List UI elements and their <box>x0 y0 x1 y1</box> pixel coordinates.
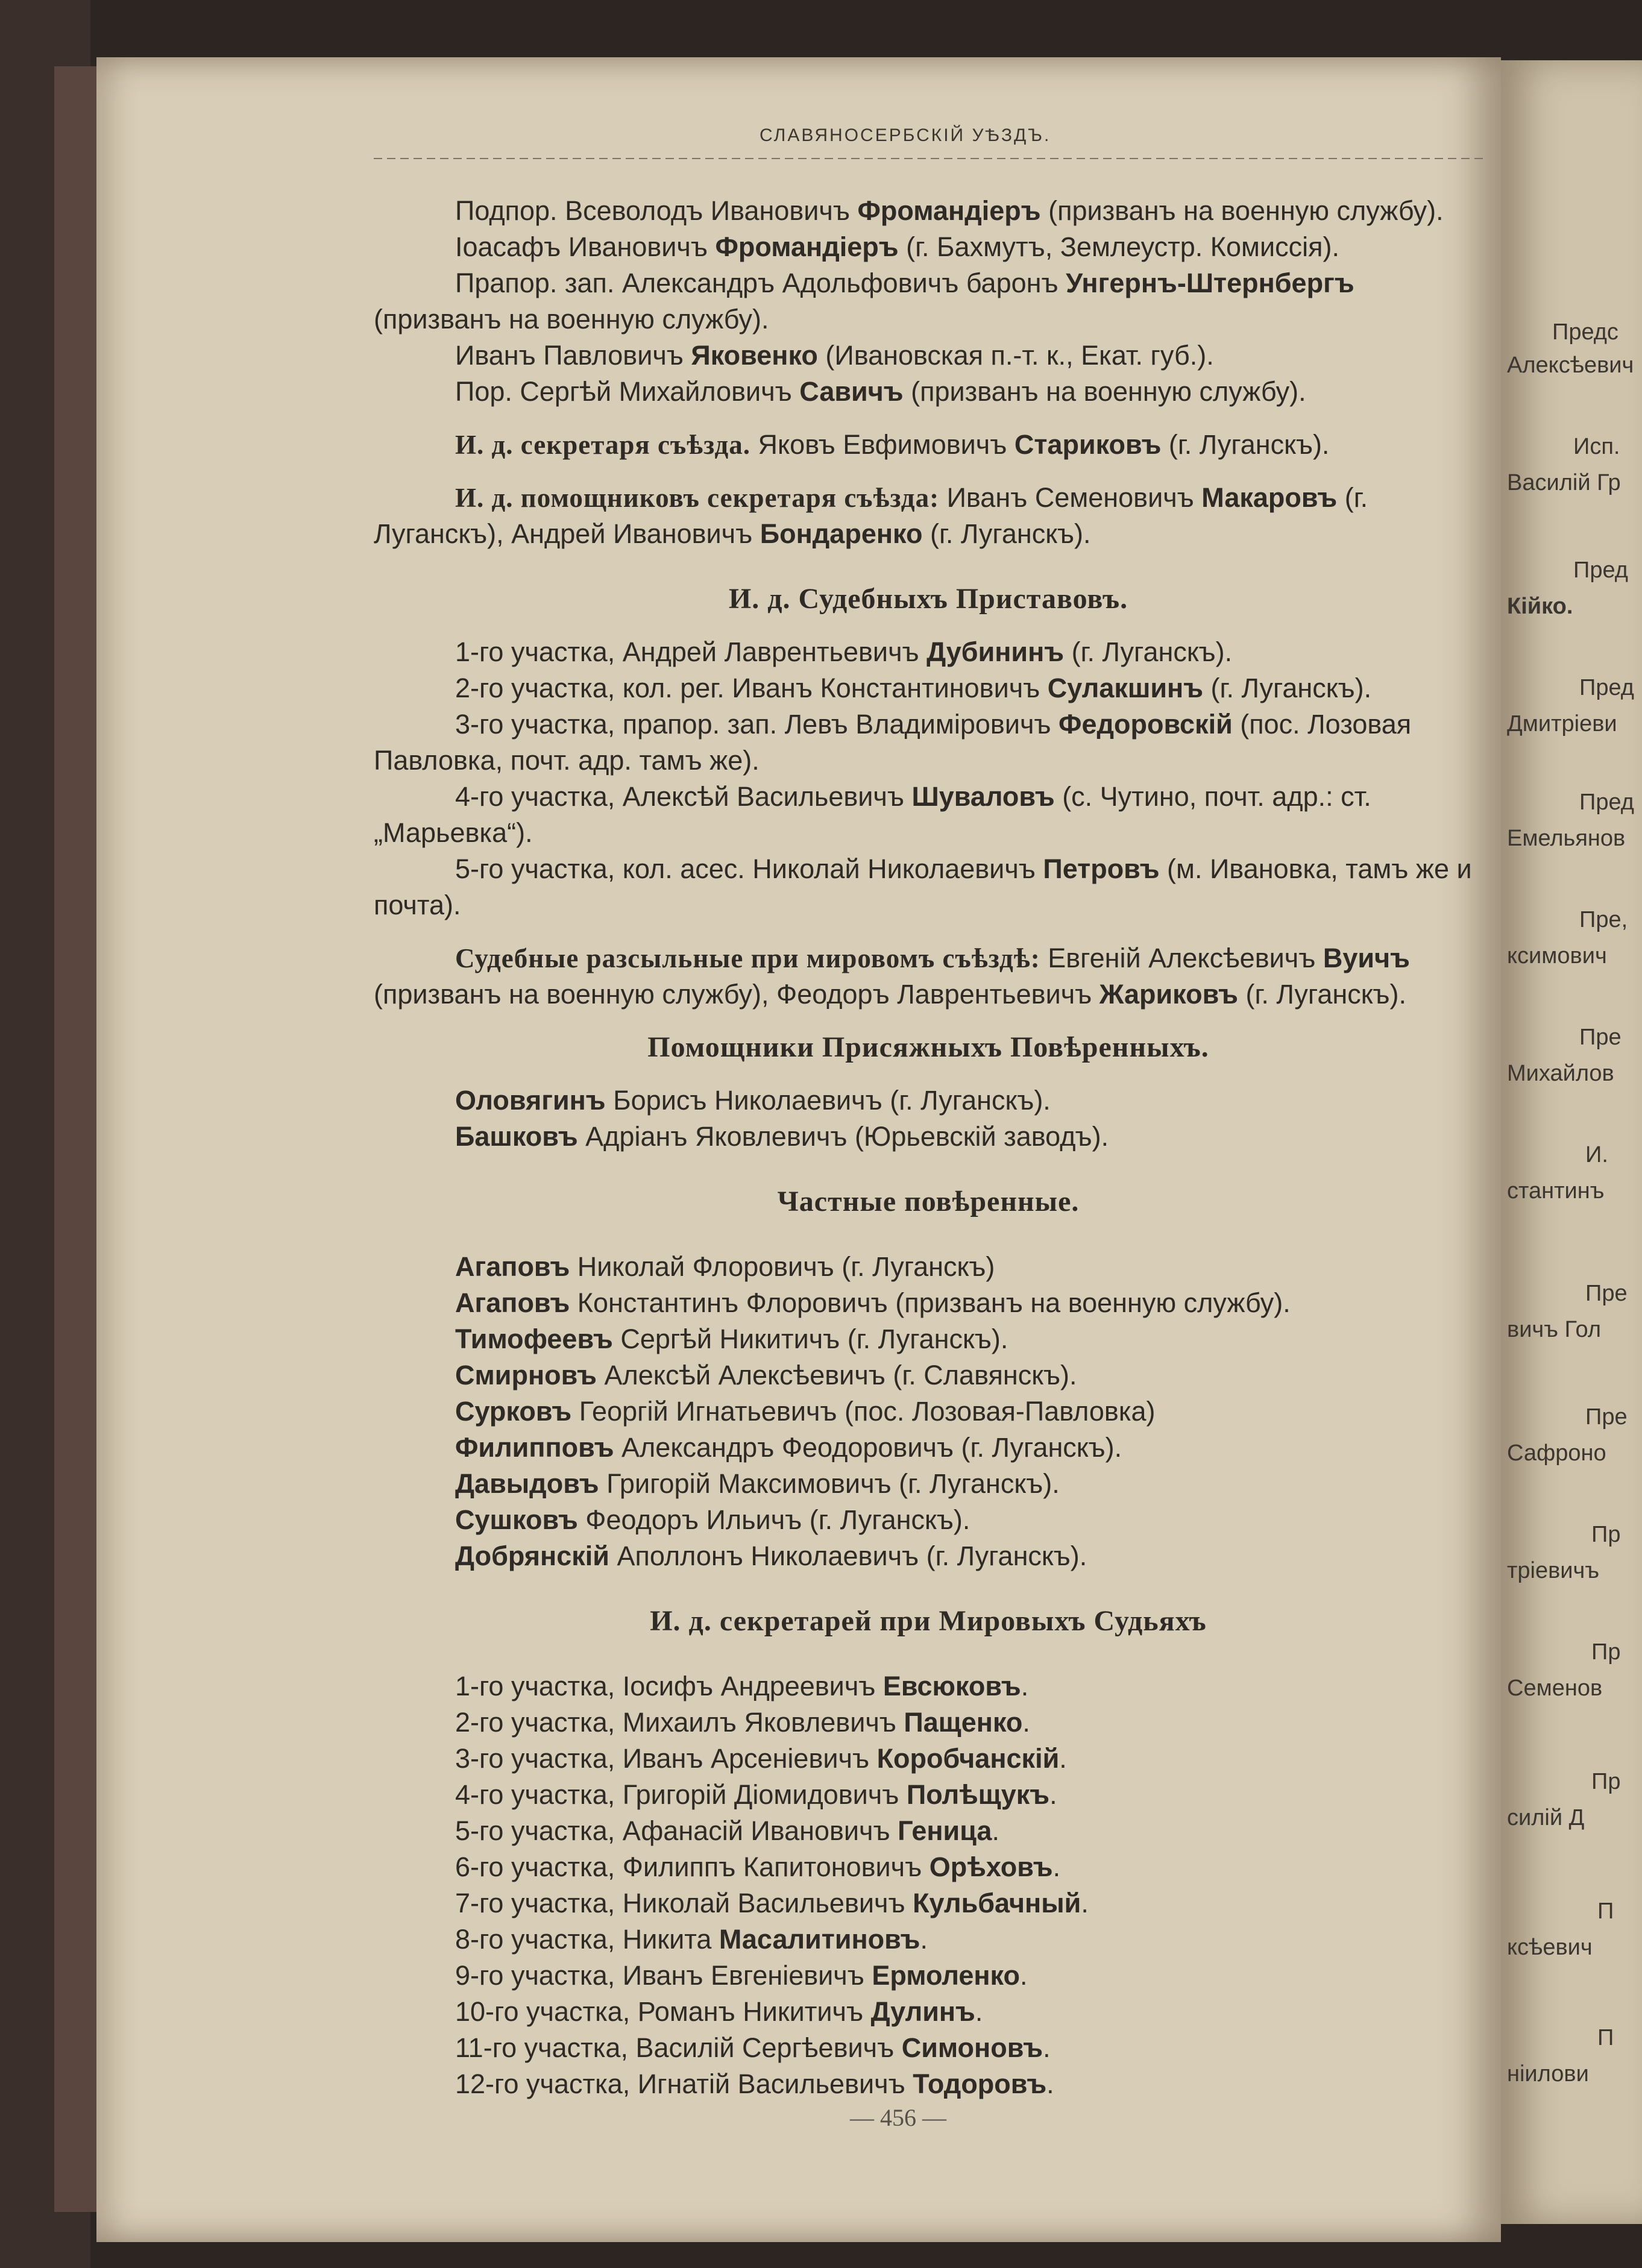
private-attorney-entry: Сушковъ Феодоръ Ильичъ (г. Луганскъ). <box>455 1504 970 1535</box>
right-page-fragment: вичъ Гол <box>1507 1317 1602 1342</box>
right-page-fragment: Пре <box>1579 1025 1622 1050</box>
private-attorney-entry: Филипповъ Александръ Феодоровичъ (г. Луганскъ). <box>455 1432 1122 1463</box>
private-attorney-entry: Смирновъ Алексѣй Алексѣевичъ (г. Славянскъ). <box>455 1360 1077 1390</box>
right-page-fragment: Пре, <box>1579 907 1628 932</box>
right-page-fragment: Пред <box>1573 558 1628 583</box>
secretary-entry: И. д. секретаря съѣзда. Яковъ Евфимовичъ Стариковъ (г. Луганскъ). <box>455 429 1330 460</box>
private-attorney-entry: Агаповъ Николай Флоровичъ (г. Луганскъ) <box>455 1251 995 1282</box>
bailiff-entry-3: 3-го участка, прапор. зап. Левъ Владиміровичъ Федоровскій (пос. Лозовая Павловка, почт. адр. тамъ же). <box>374 709 1412 776</box>
bailiff-entry-2: 2-го участка, кол. рег. Иванъ Константиновичъ Сулакшинъ (г. Луганскъ). <box>455 673 1372 703</box>
right-page-fragment: Пре <box>1585 1281 1628 1306</box>
section-title-private-attorneys: Частные повѣренные. <box>777 1186 1080 1217</box>
right-page-fragment: Сафроно <box>1507 1440 1606 1466</box>
intro-entry-3: Прапор. зап. Александръ Адольфовичъ баронъ Унгернъ-Штернбергъ (призванъ на военную службу). <box>374 268 1354 335</box>
private-attorney-entry: Добрянскій Аполлонъ Николаевичъ (г. Луганскъ). <box>455 1541 1087 1571</box>
right-page-fragment: ксѣевич <box>1507 1935 1593 1960</box>
right-page-fragment: стантинъ <box>1507 1178 1605 1204</box>
private-attorney-entry: Давыдовъ Григорій Максимовичъ (г. Луганскъ). <box>455 1468 1060 1499</box>
private-attorney-entry: Тимофеевъ Сергѣй Никитичъ (г. Луганскъ). <box>455 1324 1008 1354</box>
right-page-fragment: ксимович <box>1507 943 1607 969</box>
private-attorney-entry: Агаповъ Константинъ Флоровичъ (призванъ на военную службу). <box>455 1287 1291 1318</box>
attorney-assistant-entry: Башковъ Адріанъ Яковлевичъ (Юрьевскій заводъ). <box>455 1121 1109 1152</box>
section-title-attorney-assistants: Помощники Присяжныхъ Повѣренныхъ. <box>647 1031 1209 1063</box>
right-page-fragment: Пред <box>1579 790 1634 815</box>
judge-secretary-entry: 9-го участка, Иванъ Евгеніевичъ Ермоленко. <box>455 1960 1028 1991</box>
judge-secretary-entry: 2-го участка, Михаилъ Яковлевичъ Пащенко. <box>455 1707 1030 1738</box>
right-page-fragment: Василій Гр <box>1507 470 1621 495</box>
right-page-fragment: силій Д <box>1507 1805 1585 1830</box>
page-body <box>374 193 1483 2102</box>
section-title-bailiffs: И. д. Судебныхъ Приставовъ. <box>728 583 1128 615</box>
right-page-fragment: Исп. <box>1573 434 1620 459</box>
right-page-fragment: Алексѣевич <box>1507 353 1634 378</box>
right-page-fragment: Пр <box>1591 1639 1621 1665</box>
right-page-fragment: тріевичъ <box>1507 1558 1600 1583</box>
intro-entry-2: Іоасафъ Ивановичъ Фромандіеръ (г. Бахмутъ, Землеустр. Комиссія). <box>455 231 1339 262</box>
private-attorney-entry: Сурковъ Георгій Игнатьевичъ (пос. Лозовая-Павловка) <box>455 1396 1156 1427</box>
intro-entry-4: Иванъ Павловичъ Яковенко (Ивановская п.-т. к., Екат. губ.). <box>455 340 1214 371</box>
right-page-fragment: Михайлов <box>1507 1061 1614 1086</box>
bailiff-entry-4: 4-го участка, Алексѣй Васильевичъ Шуваловъ (с. Чутино, почт. адр.: ст. „Марьевка“). <box>374 781 1371 848</box>
judge-secretary-entry: 10-го участка, Романъ Никитичъ Дулинъ. <box>455 1996 983 2027</box>
bailiff-entry-5: 5-го участка, кол. асес. Николай Николаевичъ Петровъ (м. Ивановка, тамъ же и почта). <box>374 853 1472 920</box>
right-page-fragment: П <box>1597 2025 1614 2050</box>
judge-secretary-entry: 11-го участка, Василій Сергѣевичъ Симоновъ. <box>455 2032 1051 2063</box>
right-page-fragment: Пр <box>1591 1769 1621 1794</box>
right-page-fragment: ніилови <box>1507 2061 1589 2087</box>
bailiff-entry-1: 1-го участка, Андрей Лаврентьевичъ Дубининъ (г. Луганскъ). <box>455 636 1233 667</box>
messengers-entry: Судебные разсыльные при мировомъ съѣздѣ: Евгеній Алексѣевичъ Вуичъ (призванъ на военную службу), Феодоръ Лаврентьевичъ Жариковъ (г. Луганскъ). <box>374 943 1410 1010</box>
judge-secretary-entry: 5-го участка, Афанасій Ивановичъ Геница. <box>455 1815 999 1846</box>
judge-secretary-entry: 7-го участка, Николай Васильевичъ Кульбачный. <box>455 1888 1089 1918</box>
attorney-assistant-entry: Оловягинъ Борисъ Николаевичъ (г. Луганскъ). <box>455 1085 1051 1116</box>
judge-secretary-entry: 1-го участка, Іосифъ Андреевичъ Евсюковъ. <box>455 1671 1029 1701</box>
judge-secretary-entry: 12-го участка, Игнатій Васильевичъ Тодоровъ. <box>455 2069 1054 2099</box>
right-page-fragment: Пре <box>1585 1404 1628 1430</box>
section-title-judge-secretaries: И. д. секретарей при Мировыхъ Судьяхъ <box>650 1605 1207 1637</box>
right-page <box>1501 60 1642 2224</box>
right-page-fragment: Пред <box>1579 675 1634 700</box>
right-page-fragment: Кійко. <box>1507 594 1573 619</box>
header-rule <box>374 158 1483 159</box>
right-page-fragment: Семенов <box>1507 1676 1603 1701</box>
judge-secretary-entry: 8-го участка, Никита Масалитиновъ. <box>455 1924 928 1955</box>
right-page-fragment: Емельянов <box>1507 826 1626 851</box>
right-page-fragment: Дмитріеви <box>1507 711 1617 737</box>
judge-secretary-entry: 4-го участка, Григорій Діомидовичъ Полѣщукъ. <box>455 1779 1057 1810</box>
intro-entry-1: Подпор. Всеволодъ Ивановичъ Фромандіеръ (призванъ на военную службу). <box>455 195 1444 226</box>
right-page-fragment: Пр <box>1591 1522 1621 1547</box>
right-page-fragment: И. <box>1585 1142 1608 1167</box>
intro-entry-5: Пор. Сергѣй Михайловичъ Савичъ (призванъ на военную службу). <box>455 376 1306 407</box>
running-header: СЛАВЯНОСЕРБСКІЙ УѢЗДЪ. <box>760 125 1051 145</box>
right-page-fragment: Предс <box>1552 319 1618 345</box>
page-number: — 456 — <box>850 2104 946 2131</box>
judge-secretary-entry: 6-го участка, Филиппъ Капитоновичъ Орѣховъ. <box>455 1852 1061 1882</box>
assistant-secretaries-entry: И. д. помощниковъ секретаря съѣзда: Иванъ Семеновичъ Макаровъ (г. Луганскъ), Андрей Ивановичъ Бондаренко (г. Луганскъ). <box>374 482 1368 549</box>
judge-secretary-entry: 3-го участка, Иванъ Арсеніевичъ Коробчанскій. <box>455 1743 1067 1774</box>
right-page-fragment: П <box>1597 1899 1614 1924</box>
